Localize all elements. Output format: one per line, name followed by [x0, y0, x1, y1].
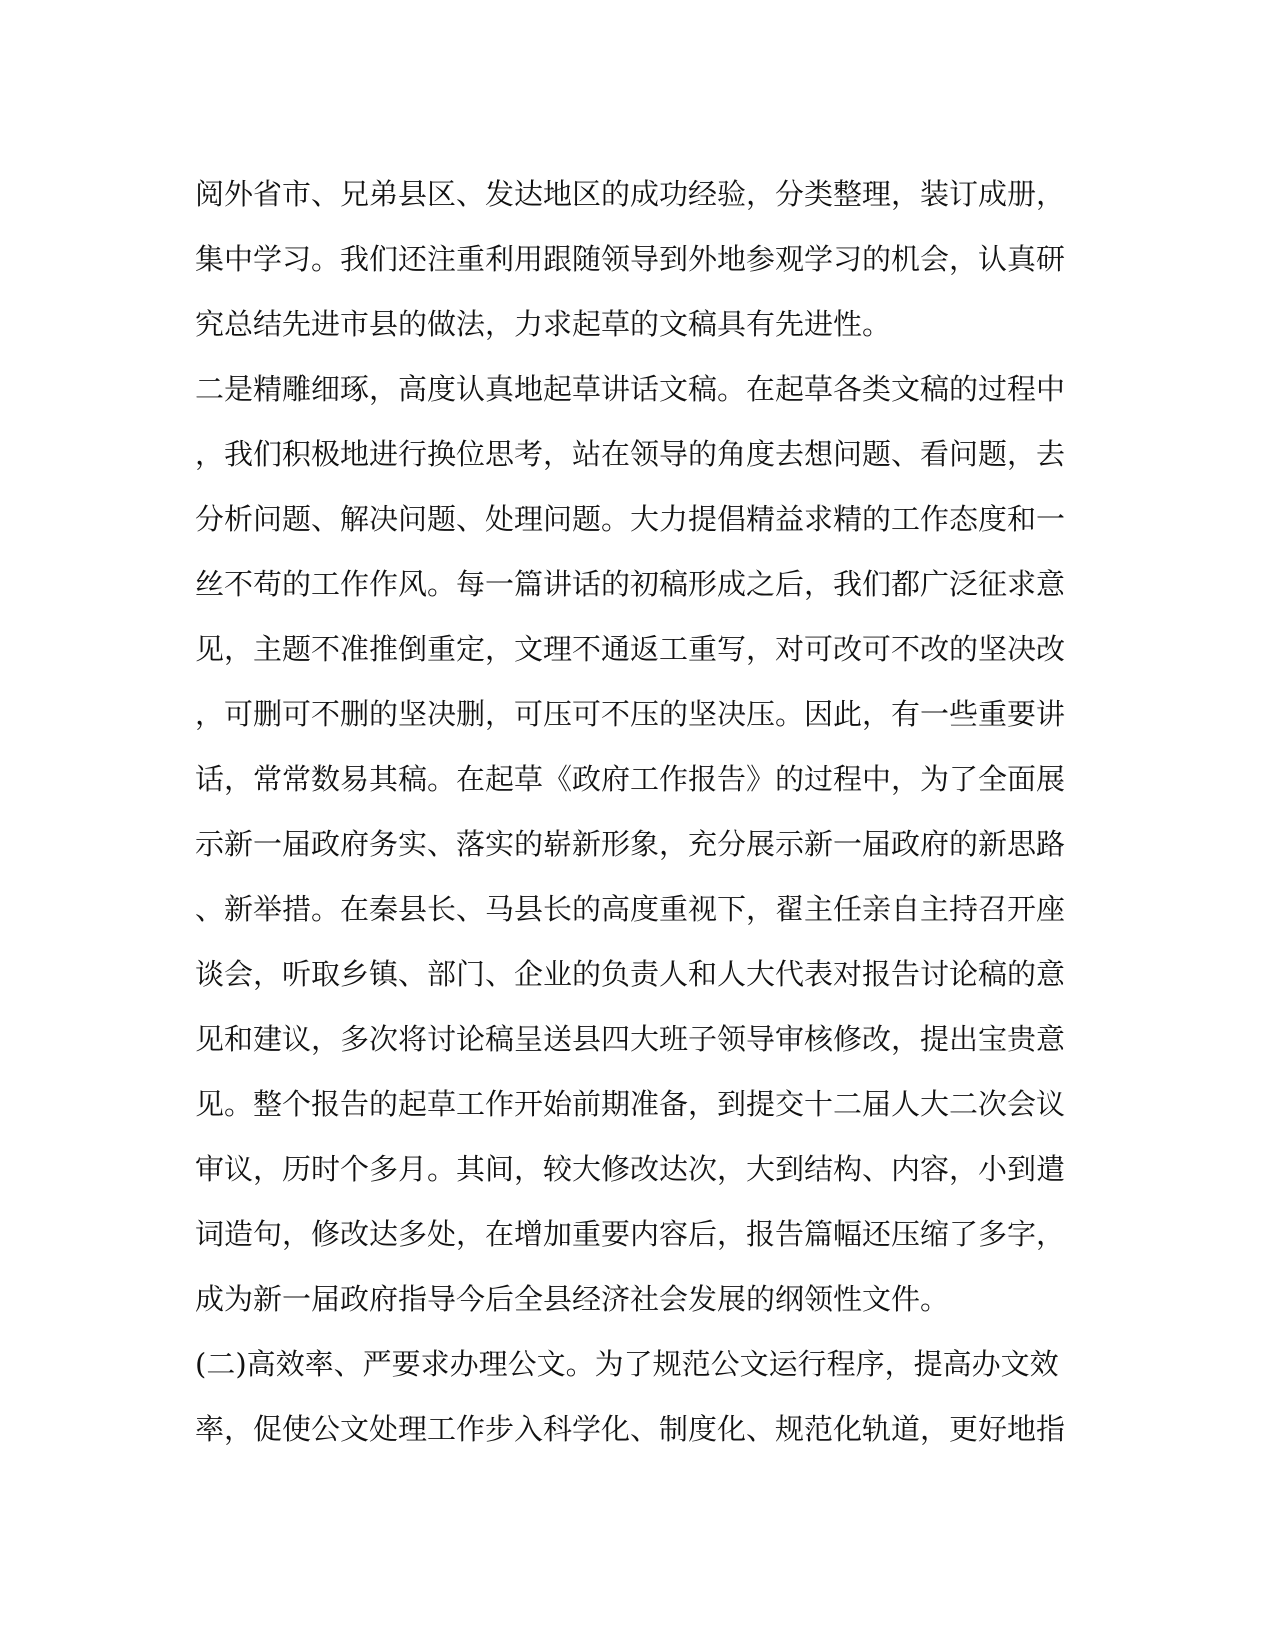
text-line: 丝不苟的工作作风。每一篇讲话的初稿形成之后，我们都广泛征求意	[195, 567, 1066, 601]
text-line: 、新举措。在秦县长、马县长的高度重视下，翟主任亲自主持召开座	[195, 892, 1066, 926]
text-line: 示新一届政府务实、落实的崭新形象，充分展示新一届政府的新思路	[195, 827, 1066, 861]
text-line: 率，促使公文处理工作步入科学化、制度化、规范化轨道，更好地指	[195, 1412, 1066, 1446]
text-line: 话，常常数易其稿。在起草《政府工作报告》的过程中，为了全面展	[195, 762, 1066, 796]
text-line: 分析问题、解决问题、处理问题。大力提倡精益求精的工作态度和一	[195, 502, 1066, 536]
text-line: 见。整个报告的起草工作开始前期准备，到提交十二届人大二次会议	[195, 1087, 1066, 1121]
body-text	[195, 162, 1085, 1462]
text-line: 成为新一届政府指导今后全县经济社会发展的纲领性文件。	[195, 1282, 950, 1316]
text-line: 见，主题不准推倒重定，文理不通返工重写，对可改可不改的坚决改	[195, 632, 1066, 666]
text-line: 谈会，听取乡镇、部门、企业的负责人和人大代表对报告讨论稿的意	[195, 957, 1066, 991]
text-line: ，可删可不删的坚决删，可压可不压的坚决压。因此，有一些重要讲	[195, 697, 1066, 731]
text-line: 阅外省市、兄弟县区、发达地区的成功经验，分类整理，装订成册，	[195, 177, 1066, 211]
text-line: 二是精雕细琢，高度认真地起草讲话文稿。在起草各类文稿的过程中	[195, 372, 1066, 406]
text-line: 集中学习。我们还注重利用跟随领导到外地参观学习的机会，认真研	[195, 242, 1066, 276]
text-line: 究总结先进市县的做法，力求起草的文稿具有先进性。	[195, 307, 892, 341]
text-line: 审议，历时个多月。其间，较大修改达次，大到结构、内容，小到遣	[195, 1152, 1066, 1186]
text-line: 见和建议，多次将讨论稿呈送县四大班子领导审核修改，提出宝贵意	[195, 1022, 1066, 1056]
text-line: ，我们积极地进行换位思考，站在领导的角度去想问题、看问题，去	[195, 437, 1066, 471]
text-line: 词造句，修改达多处，在增加重要内容后，报告篇幅还压缩了多字，	[195, 1217, 1066, 1251]
text-line: (二)高效率、严要求办理公文。为了规范公文运行程序，提高办文效	[195, 1347, 1059, 1381]
